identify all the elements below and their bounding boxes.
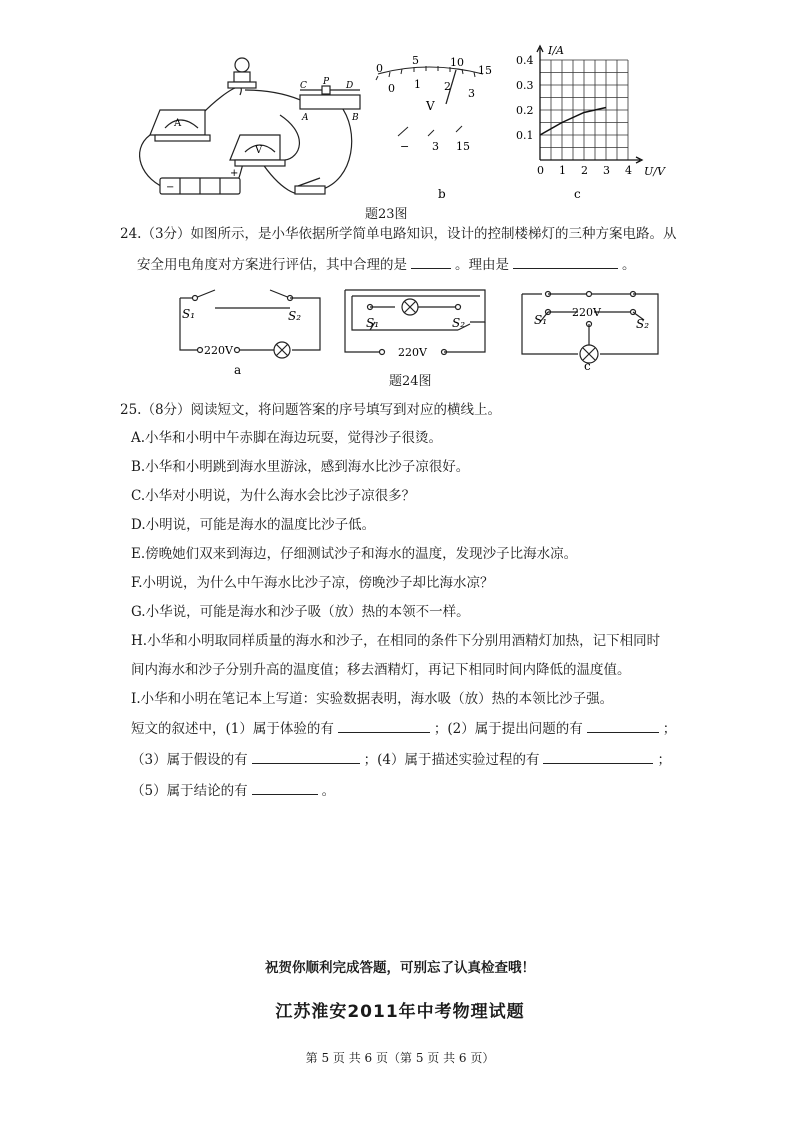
q24-line2 — [137, 254, 636, 275]
q25-question-blank[interactable] — [587, 718, 659, 733]
q25-item-g: G.小华说，可能是海水和沙子吸（放）热的本领不一样。 — [131, 604, 470, 620]
fig24-circuit-a — [160, 288, 330, 378]
fig24c-label: c — [584, 359, 591, 372]
y-tick-label: 0.3 — [516, 79, 534, 92]
q24-reason-blank[interactable] — [513, 254, 618, 269]
terminal-15: 15 — [456, 140, 470, 153]
fig24b-s2: S₂ — [452, 316, 466, 330]
q25-item-h1: H.小华和小明取同样质量的海水和沙子，在相同的条件下分别用酒精灯加热，记下相同时 — [131, 633, 661, 649]
dial-unit: V — [426, 99, 435, 113]
graph-y-label: I/A — [548, 44, 564, 57]
y-tick-label: 0.2 — [516, 104, 534, 117]
fig24c-220v: 220V — [572, 306, 601, 319]
fig24a-s2: S₂ — [288, 309, 302, 323]
fig24a-label: a — [234, 363, 242, 377]
fig23-iu-graph — [510, 40, 680, 205]
q25-item-e: E.傍晚她们双来到海边，仔细测试沙子和海水的温度，发现沙子比海水凉。 — [131, 546, 578, 562]
q25-question-line1 — [131, 718, 676, 739]
dial-top-15: 15 — [478, 64, 492, 77]
q25-question-line2 — [131, 749, 671, 770]
fig24b-s1: S₁ — [366, 316, 380, 330]
battery-minus: − — [166, 182, 175, 193]
q25-line2-end: ； — [657, 752, 671, 768]
fig23-voltmeter-dial — [368, 52, 498, 202]
rheostat-p: P — [323, 77, 330, 87]
fig24b-220v: 220V — [398, 346, 427, 359]
x-tick-label: 2 — [581, 164, 588, 177]
battery-plus: + — [230, 168, 239, 179]
q25-question-line3 — [131, 780, 335, 801]
dial-bottom-0: 0 — [388, 82, 395, 95]
fig24-circuit-c — [518, 282, 663, 372]
fig24-caption: 题24图 — [389, 374, 432, 389]
fig24c-s1: S₁ — [534, 313, 548, 327]
fig24a-s1: S₁ — [182, 307, 196, 321]
fig23-circuit — [130, 40, 370, 210]
rheostat-c: C — [300, 81, 307, 91]
footer-wish: 祝贺你顺利完成答题，可别忘了认真检查哦！ — [265, 960, 535, 976]
q25-intro: 25.（8分）阅读短文，将问题答案的序号填写到对应的横线上。 — [120, 402, 502, 418]
q25-item-b: B.小华和小明跳到海水里游泳，感到海水比沙子凉很好。 — [131, 459, 470, 475]
dial-top-10: 10 — [450, 56, 464, 69]
x-tick-label: 1 — [559, 164, 566, 177]
graph-x-label: U/V — [644, 165, 665, 178]
q25-line1-end: ； — [662, 721, 677, 737]
rheostat-b: B — [352, 113, 359, 123]
dial-bottom-3: 3 — [468, 87, 475, 100]
q25-q1-label: 短文的叙述中，(1）属于体验的有 — [131, 721, 334, 737]
dial-bottom-1: 1 — [414, 78, 421, 91]
q24-answer-blank[interactable] — [411, 254, 451, 269]
voltmeter-label: V — [255, 145, 263, 156]
q25-item-c: C.小华对小明说，为什么海水会比沙子凉很多？ — [131, 488, 416, 504]
ammeter-label: A — [174, 118, 182, 129]
fig24c-s2: S₂ — [636, 317, 650, 331]
q25-item-f: F.小明说，为什么中午海水比沙子凉，傍晚沙子却比海水凉？ — [131, 575, 494, 591]
q25-item-i: I.小华和小明在笔记本上写道：实验数据表明，海水吸（放）热的本领比沙子强。 — [131, 691, 614, 707]
terminal-minus: − — [400, 140, 410, 153]
x-tick-label: 4 — [625, 164, 632, 177]
page-number: 第 5 页 共 6 页（第 5 页 共 6 页） — [305, 1051, 495, 1065]
q24-text-a: 安全用电角度对方案进行评估，其中合理的是 — [137, 257, 407, 273]
y-tick-label: 0.4 — [516, 54, 534, 67]
q24-text-b: 。理由是 — [455, 257, 509, 273]
q25-q2-label: ；(2）属于提出问题的有 — [433, 721, 583, 737]
q25-item-h2: 间内海水和沙子分别升高的温度值；移去酒精灯，再记下相同时间内降低的温度值。 — [131, 662, 631, 678]
exam-title: 江苏淮安2011年中考物理试题 — [275, 1002, 525, 1022]
dial-top-0: 0 — [376, 62, 383, 75]
q25-experience-blank[interactable] — [338, 718, 430, 733]
dial-top-5: 5 — [412, 54, 419, 67]
rheostat-a: A — [302, 113, 309, 123]
fig23-b-label: b — [438, 187, 446, 201]
q24-line1: 24.（3分）如图所示，是小华依据所学简单电路知识，设计的控制楼梯灯的三种方案电路。从 — [120, 226, 677, 242]
q25-line3-end: 。 — [321, 783, 336, 799]
q25-item-d: D.小明说，可能是海水的温度比沙子低。 — [131, 517, 376, 533]
fig23-caption: 题23图 — [365, 207, 408, 222]
rheostat-d: D — [346, 81, 354, 91]
x-tick-label: 0 — [537, 164, 544, 177]
fig23-c-label: c — [574, 187, 581, 201]
q25-conclusion-blank[interactable] — [252, 780, 318, 795]
fig24a-220v: 220V — [204, 344, 233, 357]
q25-experiment-blank[interactable] — [543, 749, 653, 764]
q25-q3-label: （3）属于假设的有 — [131, 752, 248, 768]
q25-q4-label: ；(4）属于描述实验过程的有 — [363, 752, 540, 768]
q25-item-a: A.小华和小明中午赤脚在海边玩耍，觉得沙子很烫。 — [131, 430, 443, 446]
x-tick-label: 3 — [603, 164, 610, 177]
q24-text-c: 。 — [622, 257, 636, 273]
q25-hypothesis-blank[interactable] — [252, 749, 360, 764]
terminal-3: 3 — [432, 140, 439, 153]
dial-bottom-2: 2 — [444, 80, 451, 93]
fig24-circuit-b — [340, 282, 500, 367]
q25-q5-label: （5）属于结论的有 — [131, 783, 248, 799]
y-tick-label: 0.1 — [516, 129, 534, 142]
